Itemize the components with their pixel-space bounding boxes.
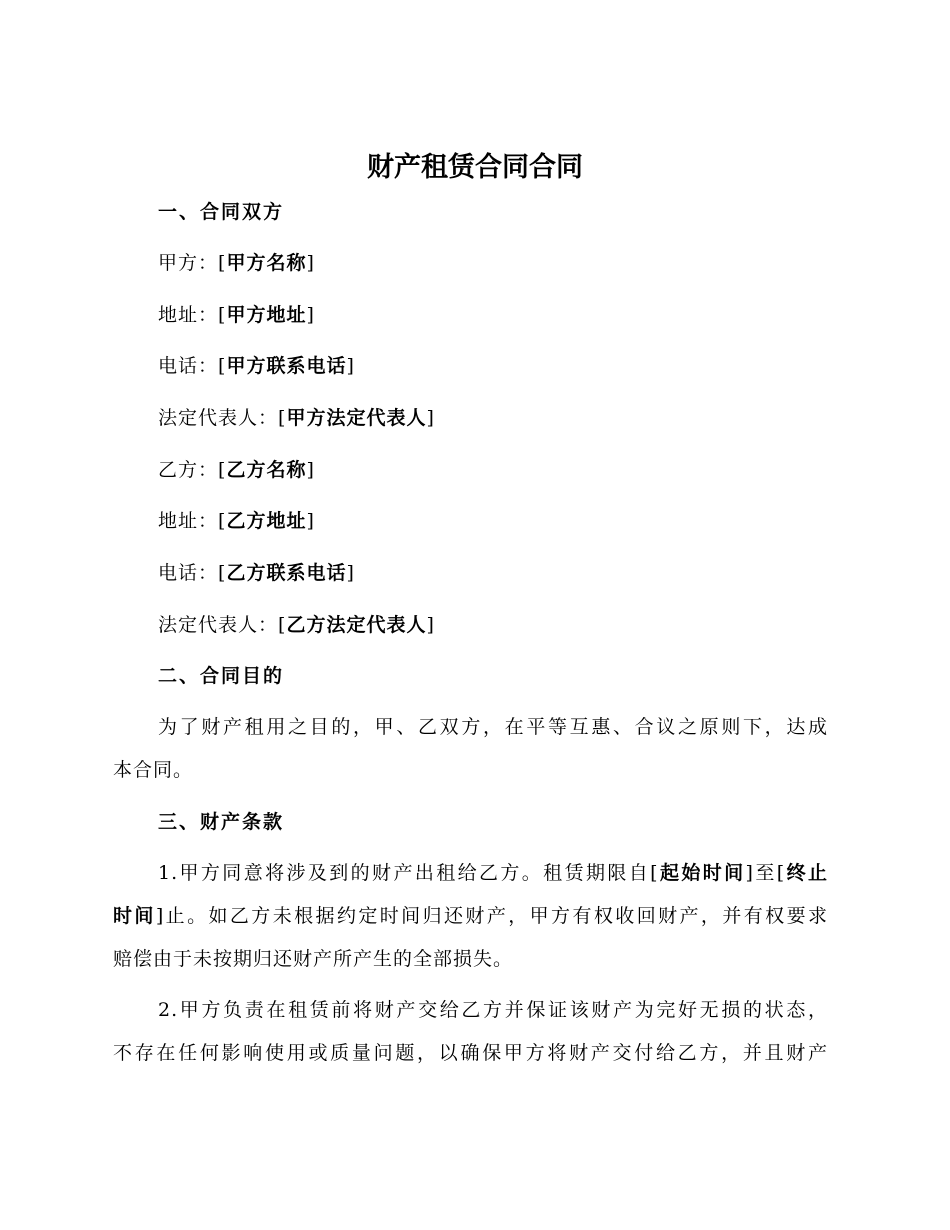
clause2-line2: 不存在任何影响使用或质量问题，以确保甲方将财产交付给乙方，并且财产 (113, 1042, 828, 1064)
section-heading-purpose: 二、合同目的 (158, 665, 285, 687)
party-a-address-label: 地址： (158, 304, 219, 326)
clause2-line1: 2.甲方负责在租赁前将财产交给乙方并保证该财产为完好无损的状态， (158, 999, 828, 1021)
party-a-rep-label: 法定代表人： (158, 407, 279, 429)
party-a-rep-line: 法定代表人：[甲方法定代表人] (158, 407, 435, 429)
party-b-name-placeholder: 乙方名称 (226, 459, 307, 481)
party-a-phone-line: 电话：[甲方联系电话] (158, 355, 355, 377)
party-a-rep-placeholder: 甲方法定代表人 (286, 407, 427, 429)
party-a-phone-placeholder: 甲方联系电话 (226, 355, 347, 377)
clause1-line1: 1.甲方同意将涉及到的财产出租给乙方。租赁期限自[起始时间]至[终止 (158, 862, 828, 884)
party-b-name-label: 乙方： (158, 459, 219, 481)
clause1-text-a: 1.甲方同意将涉及到的财产出租给乙方。租赁期限自 (158, 862, 651, 884)
purpose-paragraph-line1: 为了财产租用之目的，甲、乙双方，在平等互惠、合议之原则下，达成 (158, 716, 828, 738)
end-time-placeholder-part1: 终止 (785, 862, 828, 884)
party-b-rep-line: 法定代表人：[乙方法定代表人] (158, 614, 435, 636)
party-a-phone-label: 电话： (158, 355, 219, 377)
clause1-text-rest: 止。如乙方未根据约定时间归还财产，甲方有权收回财产，并有权要求 (164, 905, 828, 927)
party-b-address-label: 地址： (158, 510, 219, 532)
party-b-name-line: 乙方：[乙方名称] (158, 459, 315, 481)
party-b-address-placeholder: 乙方地址 (226, 510, 307, 532)
start-time-placeholder: 起始时间 (658, 862, 746, 884)
party-a-address-placeholder: 甲方地址 (226, 304, 307, 326)
party-b-rep-placeholder: 乙方法定代表人 (286, 614, 427, 636)
party-b-phone-line: 电话：[乙方联系电话] (158, 562, 355, 584)
party-a-address-line: 地址：[甲方地址] (158, 304, 315, 326)
party-b-address-line: 地址：[乙方地址] (158, 510, 315, 532)
document-title: 财产租赁合同合同 (367, 152, 583, 183)
party-b-phone-placeholder: 乙方联系电话 (226, 562, 347, 584)
party-a-name-label: 甲方： (158, 252, 219, 274)
section-heading-property: 三、财产条款 (158, 811, 285, 833)
end-time-placeholder-part2: 时间 (113, 905, 156, 927)
clause1-line2: 时间]止。如乙方未根据约定时间归还财产，甲方有权收回财产，并有权要求 (113, 905, 828, 927)
clause1-line3: 赔偿由于未按期归还财产所产生的全部损失。 (113, 948, 514, 970)
section-heading-parties: 一、合同双方 (158, 201, 285, 223)
party-a-name-placeholder: 甲方名称 (226, 252, 307, 274)
clause1-text-to: 至 (753, 862, 777, 884)
party-a-name-line: 甲方：[甲方名称] (158, 252, 315, 274)
party-b-rep-label: 法定代表人： (158, 614, 279, 636)
party-b-phone-label: 电话： (158, 562, 219, 584)
purpose-paragraph-line2: 本合同。 (113, 759, 194, 781)
